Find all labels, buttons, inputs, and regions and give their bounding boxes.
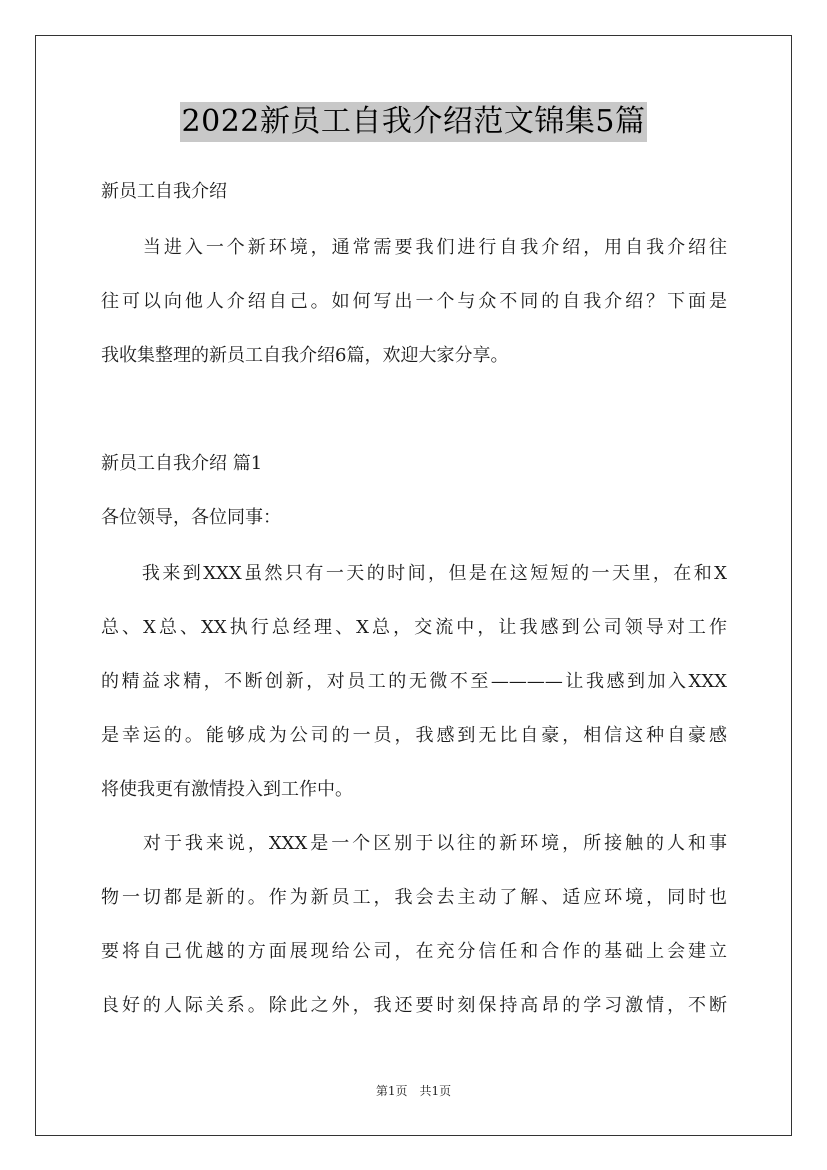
paragraph-line: 是幸运的。能够成为公司的一员，我感到无比自豪，相信这种自豪感 — [101, 725, 727, 746]
paragraph-line: 物一切都是新的。作为新员工，我会去主动了解、适应环境，同时也 — [101, 887, 727, 908]
paragraph-line: 的精益求精，不断创新，对员工的无微不至————让我感到加入XXX — [101, 671, 727, 692]
section-heading: 新员工自我介绍 篇1 — [101, 453, 263, 474]
page-number-footer: 第1页 共1页 — [375, 1084, 452, 1098]
paragraph-line: 当进入一个新环境，通常需要我们进行自我介绍，用自我介绍往 — [101, 237, 727, 258]
document-title: 2022新员工自我介绍范文锦集5篇 — [180, 102, 648, 142]
paragraph-line: 我来到XXX虽然只有一天的时间，但是在这短短的一天里，在和X — [101, 563, 727, 584]
paragraph-line: 总、X总、XX执行总经理、X总，交流中，让我感到公司领导对工作 — [101, 617, 727, 638]
section-heading: 新员工自我介绍 — [101, 181, 227, 202]
paragraph-line: 对于我来说，XXX是一个区别于以往的新环境，所接触的人和事 — [101, 833, 727, 854]
paragraph-line: 良好的人际关系。除此之外，我还要时刻保持高昂的学习激情，不断 — [101, 995, 727, 1016]
title-container — [0, 102, 827, 142]
paragraph-line: 我收集整理的新员工自我介绍6篇，欢迎大家分享。 — [101, 345, 509, 366]
paragraph-line: 要将自己优越的方面展现给公司，在充分信任和合作的基础上会建立 — [101, 941, 727, 962]
paragraph-line: 往可以向他人介绍自己。如何写出一个与众不同的自我介绍？下面是 — [101, 291, 727, 312]
paragraph-line: 将使我更有激情投入到工作中。 — [101, 779, 353, 800]
salutation: 各位领导，各位同事： — [101, 507, 281, 528]
